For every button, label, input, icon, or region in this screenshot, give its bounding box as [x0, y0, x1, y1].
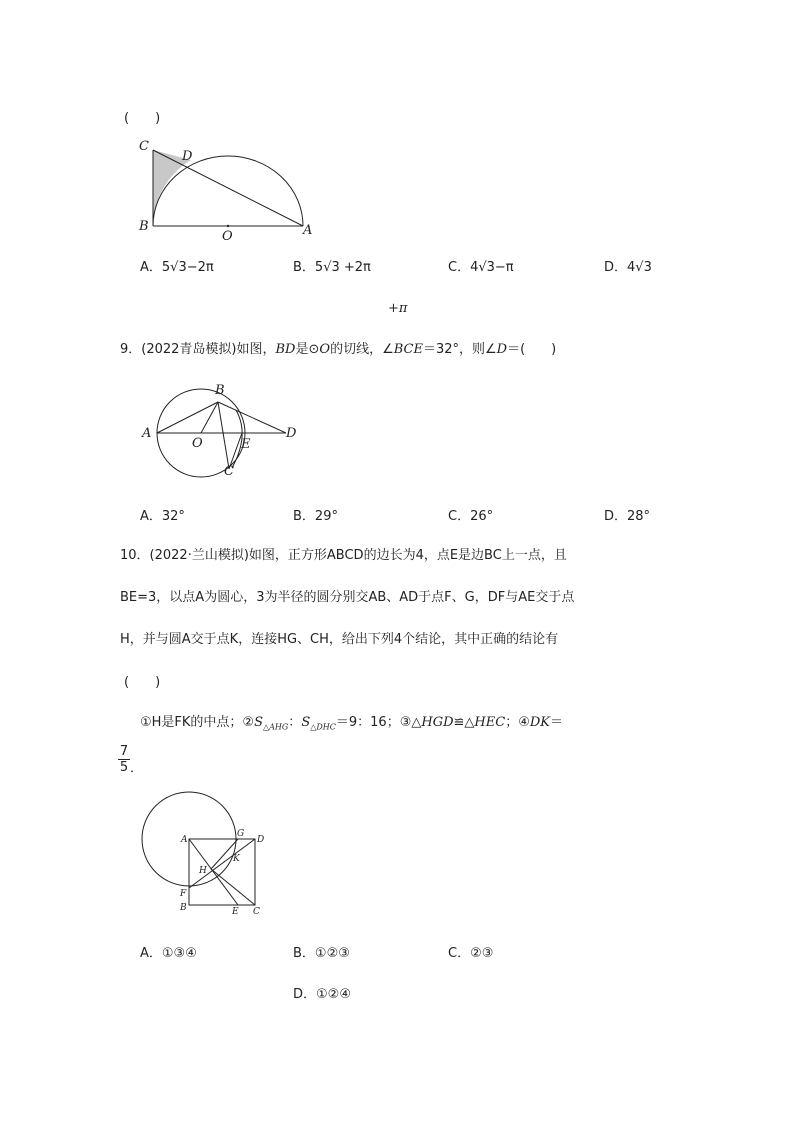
- q10-label-h: H: [199, 866, 207, 876]
- q10-figure: [140, 792, 280, 922]
- q10-fraction-numerator: 7: [119, 744, 129, 759]
- q8-option-c[interactable]: C．4√3−π: [448, 260, 514, 275]
- q10-segment-fd: [189, 839, 255, 888]
- q8-label-c: C: [139, 139, 149, 154]
- q8-center-dot: [227, 225, 229, 227]
- q10-concl-eq: ＝: [549, 715, 563, 730]
- q9-label-d: D: [286, 426, 297, 441]
- q10-label-e: E: [232, 907, 239, 917]
- q8-label-b: B: [139, 219, 149, 234]
- q10-fraction-end: ．: [130, 761, 144, 776]
- q9-label-a: A: [142, 426, 152, 441]
- q10-conclusions: [140, 711, 563, 732]
- q9-option-d[interactable]: D．28°: [604, 509, 651, 524]
- q10-label-a: A: [181, 835, 188, 845]
- q9-stem-pre: 9．(2022青岛模拟)如图，: [120, 342, 276, 357]
- q10-s2: S: [301, 715, 311, 730]
- q9-stem-o: O: [319, 342, 331, 357]
- q10-answer-paren: ( ): [124, 675, 161, 690]
- q9-stem-end: ＝( ): [507, 342, 557, 357]
- q9-segment-bd: [218, 402, 286, 433]
- q10-stem-line-1: 10．(2022·兰山模拟)如图，正方形ABCD的边长为4，点E是边BC上一点，且: [120, 548, 567, 563]
- q10-hgd: HGD: [421, 715, 454, 730]
- q9-label-e: E: [241, 437, 251, 452]
- q9-stem-d: D: [496, 342, 508, 357]
- q10-stem-line-2: BE=3，以点A为圆心，3为半径的圆分别交AB、AD于点F、G，DF与AE交于点: [120, 590, 575, 605]
- q9-label-c: C: [224, 464, 234, 479]
- q8-option-d-continued: +π: [388, 301, 408, 316]
- q10-label-k: K: [233, 854, 240, 864]
- q10-concl-4: ；④: [505, 715, 530, 730]
- q9-figure: [140, 380, 310, 480]
- q9-option-c[interactable]: C．26°: [448, 509, 494, 524]
- q10-label-b: B: [180, 903, 187, 913]
- q8-option-b[interactable]: B．5√3 +2π: [293, 260, 371, 275]
- q9-stem-bd: BD: [275, 342, 296, 357]
- q9-stem-mid3: ＝32°，则∠: [422, 342, 497, 357]
- q9-stem-bce: BCE: [393, 342, 423, 357]
- q10-dk: DK: [529, 715, 550, 730]
- q8-label-d: D: [182, 149, 193, 164]
- q9-segment-bc: [218, 402, 229, 469]
- q10-option-b[interactable]: B．①②③: [293, 946, 350, 961]
- q8-label-a: A: [303, 223, 313, 238]
- q8-label-o: O: [222, 229, 233, 244]
- q10-label-g: G: [237, 829, 245, 839]
- q10-segment-hc: [211, 869, 255, 905]
- q8-option-a[interactable]: A．5√3−2π: [140, 260, 214, 275]
- q10-label-d: D: [257, 835, 265, 845]
- q10-concl-3: ≌△: [453, 715, 475, 730]
- q10-s1: S: [254, 715, 263, 730]
- q10-concl-1: ①H是FK的中点；②: [140, 715, 255, 730]
- q10-concl-colon: ：: [288, 715, 302, 730]
- q10-s1-sub: △AHG: [263, 722, 289, 732]
- q10-label-f: F: [180, 889, 187, 899]
- q10-concl-2: ＝9：16；③△: [335, 715, 422, 730]
- q10-stem-line-3: H，并与圆A交于点K，连接HG、CH，给出下列4个结论，其中正确的结论有: [120, 632, 559, 647]
- q10-fraction: [118, 745, 130, 774]
- q10-hec: HEC: [474, 715, 506, 730]
- q9-stem-mid1: 是⊙: [295, 342, 320, 357]
- q10-label-c: C: [253, 907, 260, 917]
- q9-label-o: O: [192, 436, 203, 451]
- q10-segment-ae: [189, 839, 238, 905]
- q10-option-d[interactable]: D．①②④: [293, 987, 351, 1002]
- q10-option-c[interactable]: C．②③: [448, 946, 494, 961]
- q9-option-b[interactable]: B．29°: [293, 509, 338, 524]
- q8-figure: [135, 138, 335, 244]
- q9-stem-mid2: 的切线，∠: [330, 342, 394, 357]
- q9-option-a[interactable]: A．32°: [140, 509, 185, 524]
- q9-label-b: B: [215, 383, 225, 398]
- q8-option-d[interactable]: D．4√3: [604, 260, 652, 275]
- q8-answer-paren: ( ): [124, 111, 161, 126]
- q10-fraction-denominator: 5: [119, 760, 129, 775]
- q9-stem: [120, 338, 556, 357]
- q10-option-a[interactable]: A．①③④: [140, 946, 197, 961]
- q10-s2-sub: △DHC: [310, 722, 336, 732]
- q8-segment-ca: [153, 150, 303, 226]
